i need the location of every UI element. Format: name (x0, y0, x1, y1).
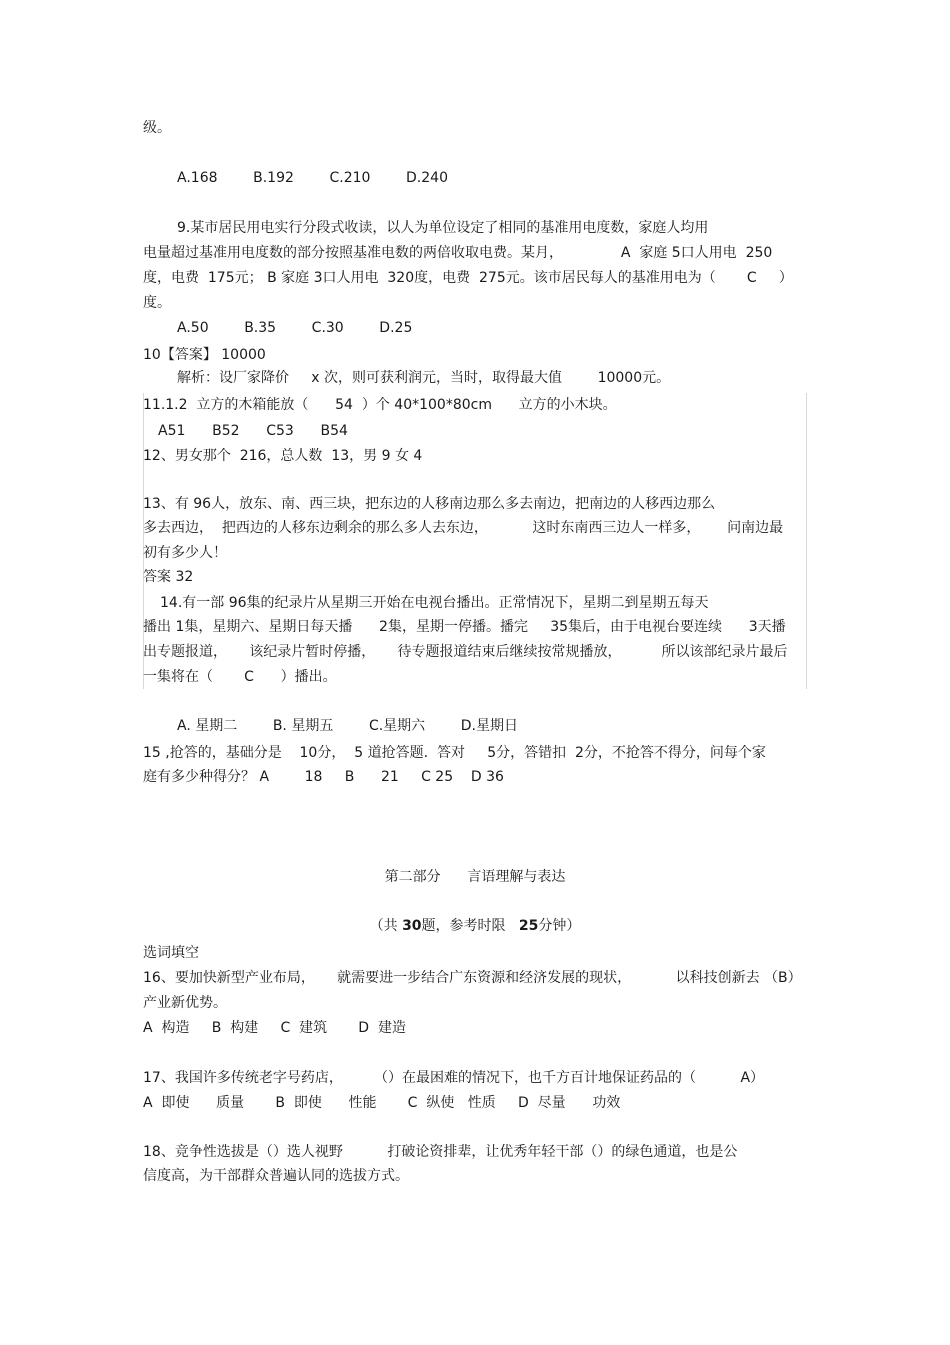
answer-13: 答案 32 (143, 569, 194, 585)
margin-rule (806, 393, 807, 689)
subtitle-part: 分钟） (538, 918, 581, 934)
question-17: 17、我国许多传统老字号药店， （）在最困难的情况下，也千方百计地保证药品的（ A） (143, 1070, 765, 1086)
text-line: 产业新优势。 (143, 995, 227, 1011)
text-line: 庭有多少种得分？ A 18 B 21 C 25 D 36 (143, 769, 504, 785)
question-14: 14.有一部 96集的纪录片从星期三开始在电视台播出。正常情况下，星期二到星期五每天 (160, 595, 709, 611)
text-line: 一集将在（ C ）播出。 (143, 669, 337, 685)
answer-options: A 即使 质量 B 即使 性能 C 纵使 性质 D 尽量 功效 (143, 1095, 621, 1111)
question-11: 11.1.2 立方的木箱能放（ 54 ）个 40*100*80cm 立方的小木块。 (143, 397, 617, 413)
section-title: 第二部分 言语理解与表达 (384, 869, 566, 885)
answer-10: 10【答案】 10000 (143, 347, 266, 363)
answer-options: A. 星期二 B. 星期五 C.星期六 D.星期日 (177, 718, 518, 734)
question-16: 16、要加快新型产业布局， 就需要进一步结合广东资源和经济发展的现状， 以科技创新去 （B） (143, 970, 802, 986)
answer-options: A 构造 B 构建 C 建筑 D 建造 (143, 1020, 406, 1036)
text-line: 电量超过基准用电度数的部分按照基准电数的两倍收取电费。某月， A 家庭 5口人用电 250 (143, 245, 773, 261)
question-9: 9.某市居民用电实行分段式收读，以人为单位设定了相同的基准用电度数，家庭人均用 (177, 220, 709, 236)
answer-options: A.50 B.35 C.30 D.25 (177, 320, 413, 336)
text-line: 信度高，为干部群众普遍认同的选拔方式。 (143, 1168, 409, 1184)
subtitle-part: 题，参考时限 (421, 918, 519, 934)
question-15: 15 ,抢答的，基础分是 10分， 5 道抢答题. 答对 5分，答错扣 2分，不抢答不得分，问每个家 (143, 745, 766, 761)
question-18: 18、竞争性选拔是（）选人视野 打破论资排辈，让优秀年轻干部（）的绿色通道，也是公 (143, 1144, 738, 1160)
answer-options: A51 B52 C53 B54 (158, 423, 348, 439)
text-line: 多去西边， 把西边的人移东边剩余的那么多人去东边， 这时东南西三边人一样多， 问南边最 (143, 520, 784, 536)
question-13: 13、有 96人，放东、南、西三块，把东边的人移南边那么多去南边，把南边的人移西边那么 (143, 496, 716, 512)
answer-options: A.168 B.192 C.210 D.240 (177, 170, 448, 186)
text-line: 度。 (143, 295, 171, 311)
text-line: 播出 1集，星期六、星期日每天播 2集，星期一停播。播完 35集后，由于电视台要连续 3天播 (143, 619, 786, 635)
question-count: 30 (402, 918, 422, 934)
explanation: 解析：设厂家降价 x 次，则可获利润元，当时，取得最大值 10000元。 (177, 370, 671, 386)
time-limit: 25 (518, 918, 539, 934)
subsection-heading: 选词填空 (143, 945, 199, 961)
question-12: 12、男女那个 216，总人数 13，男 9 女 4 (143, 448, 423, 464)
text-line: 初有多少人！ (143, 545, 227, 561)
section-subtitle (0, 916, 950, 936)
text-line: 级。 (143, 120, 171, 136)
subtitle-part: （共 (369, 918, 403, 934)
text-line: 度，电费 175元； B 家庭 3口人用电 320度，电费 275元。该市居民每人的基准用电为（ C ） (143, 270, 793, 286)
text-line: 出专题报道， 该纪录片暂时停播， 待专题报道结束后继续按常规播放， 所以该部纪录片最后 (143, 644, 788, 660)
